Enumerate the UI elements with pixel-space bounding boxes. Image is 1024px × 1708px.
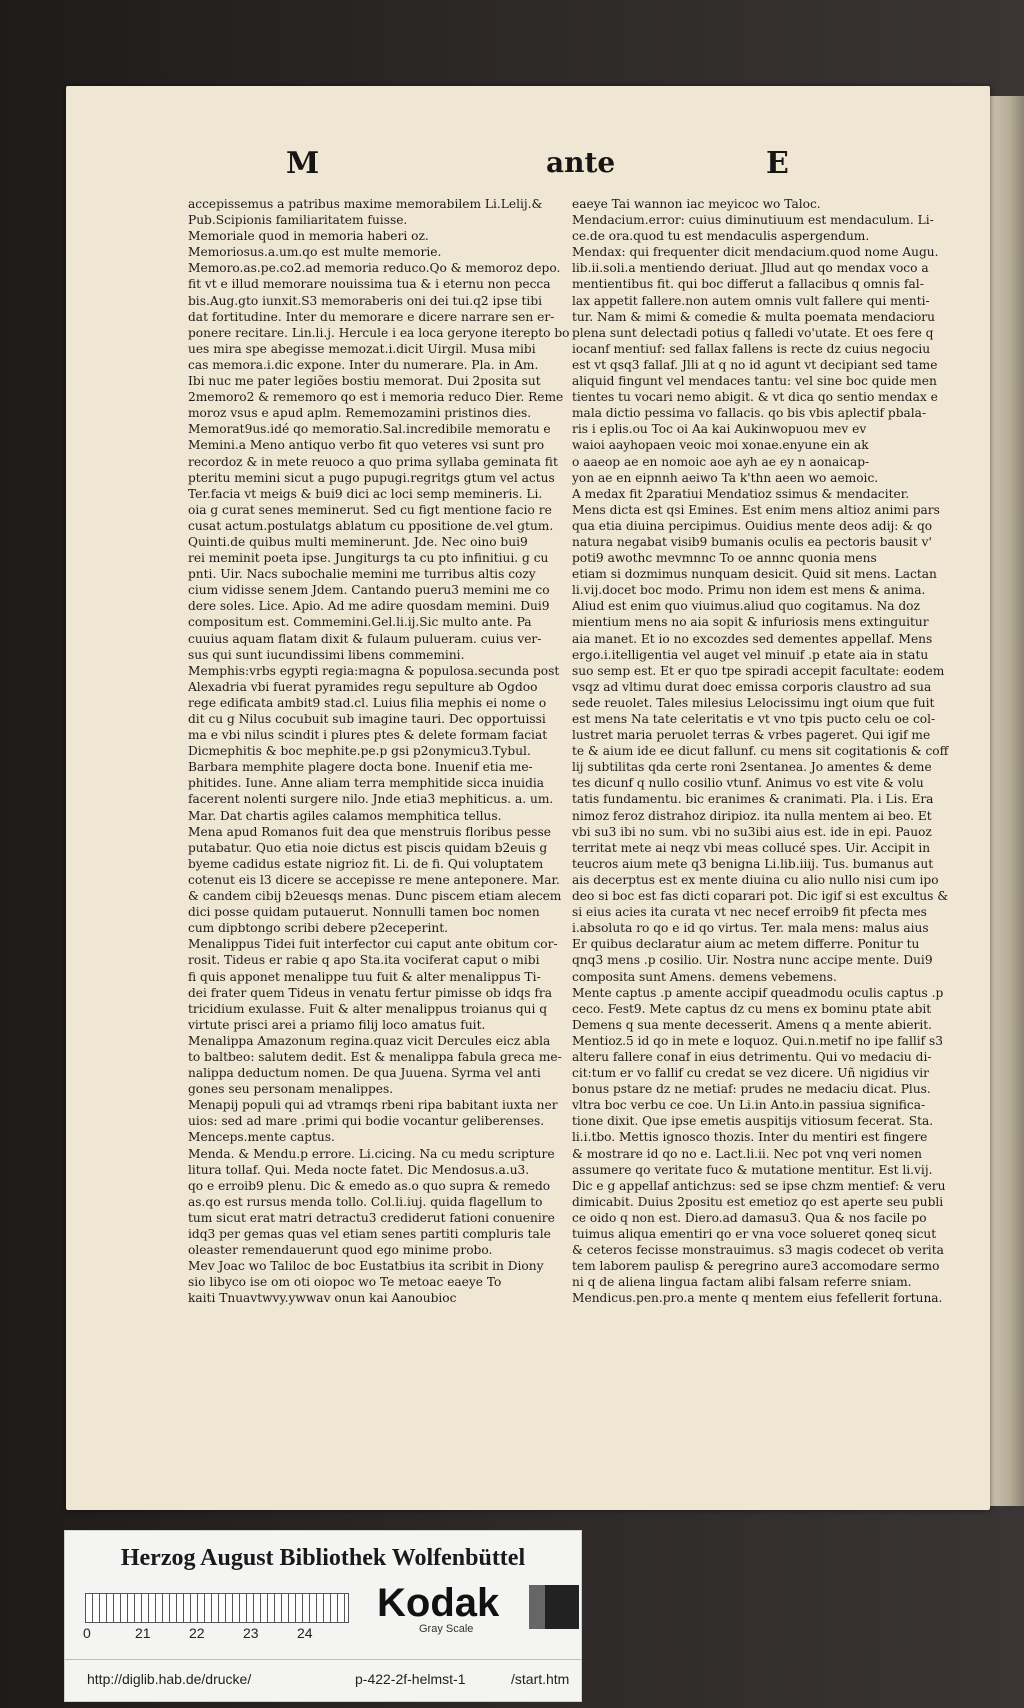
text-line: Menalippa Amazonum regina.quaz vicit Dercules eicz abla — [188, 1033, 551, 1048]
text-line: ergo.i.itelligentia vel auget vel minuif .p etate aia in statu — [572, 647, 929, 662]
text-line: te & aium ide ee dicut fallunf. cu mens sit cogitationis & coff — [572, 744, 949, 759]
text-line: etiam si dozmimus nunquam desicit. Quid sit mens. Lactan — [572, 567, 937, 582]
text-line: dere soles. Lice. Apio. Ad me adire quosdam memini. Dui9 — [188, 599, 550, 614]
text-line: to baltbeo: salutem dedit. Est & menalippa fabula greca me- — [188, 1049, 562, 1064]
text-line: plena sunt delectadi potius q falledi vo'utate. Et oes fere q — [572, 325, 934, 340]
text-line: dit cu g Nilus cocubuit sub imagine tauri. Dec opportuissi — [188, 712, 546, 726]
book-page — [66, 86, 990, 1510]
text-line: Memoriale quod in memoria haberi oz. — [188, 229, 429, 244]
text-line: Mar. Dat chartis agiles calamos memphitica tellus. — [188, 808, 502, 823]
text-line: vsqz ad vltimu durat doec emissa corporis claustro ad sua — [572, 679, 932, 694]
text-line: iocanf mentiuf: sed fallax fallens is recte dz cuius negociu — [572, 341, 931, 356]
text-line: est mens Na tate celeritatis e vt vno tpis pucto celu oe col- — [572, 712, 936, 726]
text-line: ni q de aliena lingua factam alibi falsam referre sniam. — [572, 1275, 912, 1290]
text-line: mala dictio pessima vo fallacis. qo bis vbis aplectif pbala- — [572, 406, 927, 421]
left-text-column — [188, 196, 600, 1306]
text-line: pteritu memini sicut a pugo pupugi.regritgs gtum vel actus — [188, 470, 555, 485]
text-line: nimoz feroz distrahoz diripioz. ita nulla mentem ai beo. Et — [572, 808, 932, 823]
text-line: Ter.facia vt meigs & bui9 dici ac loci semp memineris. Li. — [188, 486, 543, 501]
scale-ruler — [85, 1593, 349, 1623]
kodak-logo: Kodak — [377, 1581, 500, 1625]
text-line: o aaeop ae en nomoic aoe ayh ae ey n aonaicap- — [572, 454, 870, 469]
text-line: tricidium exulasse. Fuit & alter menalippus troianus qui q — [188, 1001, 548, 1016]
text-line: est vt qsq3 fallaf. Jlli at q no id agunt vt decipiant sed tame — [572, 357, 938, 372]
text-line: Memini.a Meno antiquo verbo fit quo veteres vsi sunt pro — [188, 438, 545, 453]
card-divider — [65, 1659, 581, 1660]
text-line: i.absoluta ro qo e id qo virtus. Ter. mala mens: malus aius — [572, 921, 929, 936]
kodak-gray-scale — [377, 1581, 525, 1637]
text-line: accepissemus a patribus maxime memorabilem Li.Lelij.& — [188, 197, 543, 211]
text-line: lax appetit fallere.non autem omnis vult fallere qui menti- — [572, 293, 930, 308]
text-line: Memorat9us.idé qo memoratio.Sal.incredibile memoratu e — [188, 422, 551, 437]
url-suffix: /start.htm — [511, 1671, 570, 1687]
text-line: bis.Aug.gto iunxit.S3 memoraberis oni dei tui.q2 ipse tibi — [188, 293, 543, 308]
text-line: tes dicunf q nullo cosilio vtunf. Animus vo est vite & volu — [572, 776, 924, 791]
text-line: tum sicut erat matri detractu3 crediderut fationi conuenire — [188, 1210, 555, 1225]
text-line: ponere recitare. Lin.li.j. Hercule i ea loca geryone iterepto bo — [188, 325, 570, 340]
text-line: nalippa deductum nomen. De qua Juuena. Syrma vel anti — [188, 1066, 541, 1081]
text-line: territat mete ai neqz vbi meas collucé spes. Uir. Accipit in — [572, 840, 931, 855]
text-line: 2memoro2 & rememoro qo est i memoria reduco Dier. Reme — [188, 390, 564, 405]
text-line: tientes tu vocari nemo abigit. & vt dica qo sentio mendax e — [572, 390, 938, 405]
text-line: ce oido q non est. Diero.ad damasu3. Qua & nos facile po — [572, 1210, 927, 1225]
text-line: rege edificata ambit9 stad.cl. Luius filia mephis ei nome o — [188, 695, 547, 710]
text-line: facerent nolenti surgere nilo. Jnde etia3 mephiticus. a. um. — [188, 792, 554, 807]
text-line: lij subtilitas qda certe roni 2sentanea. Jo amentes & deme — [572, 760, 932, 775]
text-line: cum dipbtongo scribi debere p2eceperint. — [188, 921, 448, 936]
text-line: Alexadria vbi fuerat pyramides regu sepulture ab Ogdoo — [188, 679, 538, 694]
black-swatch — [545, 1585, 579, 1629]
text-line: cium vidisse senem Jdem. Cantando pueru3 memini me co — [188, 583, 550, 598]
text-line: ce.de ora.quod tu est mendaculis aspergendum. — [572, 229, 870, 244]
text-line: alteru fallere conaf in eius detrimentu. Qui vo medaciu di- — [572, 1049, 932, 1064]
text-line: si eius acies ita curata vt nec necef erroib9 fit pfecta mes — [572, 905, 927, 920]
text-line: Pub.Scipionis familiaritatem fuisse. — [188, 213, 408, 228]
text-line: qnq3 mens .p cosilio. Uir. Nostra nunc accipe mente. Dui9 — [572, 953, 933, 968]
text-line: Aliud est enim quo viuimus.aliud quo cogitamus. Na doz — [572, 599, 920, 614]
text-line: Mens dicta est qsi Emines. Est enim mens altioz animi pars — [572, 502, 940, 517]
text-line: gones seu personam menalippes. — [188, 1082, 394, 1097]
text-line: tem laborem paulisp & peregrino aure3 accomodare sermo — [572, 1259, 940, 1274]
text-line: tur. Nam & mimi & comedie & multa poemata mendacioru — [572, 309, 935, 324]
text-line: uios: sed ad mare .primi qui bodie vocantur geliberenses. — [188, 1114, 545, 1129]
text-line: suo semp est. Et er quo tpe spiradi accepit facultate: eodem — [572, 663, 945, 678]
text-line: assumere qo veritate fuco & mutatione mentitur. Est li.vij. — [572, 1162, 933, 1177]
text-line: cusat actum.postulatgs ablatum cu ppositione de.vel gtum. — [188, 518, 554, 533]
text-line: Dic e g appellaf antichzus: sed se ipse chzm mentief: & veru — [572, 1178, 946, 1193]
text-line: ues mira spe abegisse memozat.i.dicit Uirgil. Musa mibi — [188, 341, 536, 356]
text-line: li.vij.docet boc modo. Primu non idem est mens & anima. — [572, 583, 926, 598]
text-line: Mendicus.pen.pro.a mente q mentem eius fefellerit fortuna. — [572, 1291, 943, 1306]
ruler-number: 21 — [135, 1625, 151, 1641]
text-line: Menda. & Mendu.p errore. Li.cicing. Na cu medu scripture — [188, 1146, 555, 1161]
text-line: moroz vsus e apud aplm. Rememozamini pristinos dies. — [188, 406, 532, 421]
text-line: composita sunt Amens. demens vebemens. — [572, 969, 837, 984]
text-line: oia g curat senes meminerut. Sed cu figt mentione facio re — [188, 502, 552, 517]
text-line: vbi su3 ibi no sum. vbi no su3ibi aius est. ide in epi. Pauoz — [572, 824, 932, 839]
text-line: Menapij populi qui ad vtramqs rbeni ripa babitant iuxta ner — [188, 1098, 558, 1113]
gray-scale-label: Gray Scale — [419, 1623, 474, 1635]
text-line: mentientibus fit. qui boc differut a fallacibus q omnis fal- — [572, 277, 924, 292]
ruler-numbers — [83, 1625, 353, 1643]
text-line: fi quis apponet menalippe tuu fuit & alter menalippus Ti- — [188, 969, 541, 984]
text-line: sede reuolet. Tales milesius Lelocissimu ingt oium que fuit — [572, 695, 935, 710]
text-line: aia manet. Et io no excozdes sed dementes appellaf. Mens — [572, 631, 933, 646]
text-line: dei frater quem Tideus in venatu fertur pimisse ob idqs fra — [188, 985, 552, 1000]
text-line: waioi aayhopaen veoic moi xonae.enyune ein ak — [572, 438, 869, 453]
text-line: ais decerptus est ex mente diuina cu alio nullo nisi cum ipo — [572, 872, 939, 887]
text-line: Dicmephitis & boc mephite.pe.p gsi p2onymicu3.Tybul. — [188, 744, 531, 759]
text-line: Memphis:vrbs egypti regia:magna & populosa.secunda post — [188, 663, 560, 678]
text-line: natura negabat visib9 bumanis oculis ea pectoris bausit v' — [572, 534, 932, 549]
text-line: aliquid fingunt vel mendaces tantu: vel sine boc quide men — [572, 374, 937, 389]
text-line: deo si boc est fas dicti coparari pot. Dic igif si est excultus & — [572, 889, 949, 904]
text-line: & ceteros fecisse monstrauimus. s3 magis codecet ob verita — [572, 1243, 944, 1258]
text-line: Demens q sua mente decesserit. Amens q a mente abierit. — [572, 1017, 933, 1032]
text-line: lustret maria peruolet terras & vrbes pageret. Qui igif me — [572, 728, 931, 743]
text-line: Ibi nuc me pater legiões bostiu memorat. Dui 2posita sut — [188, 374, 541, 389]
text-line: Er quibus declaratur aium ac metem differre. Ponitur tu — [572, 937, 920, 952]
text-line: Mente captus .p amente accipif queadmodu oculis captus .p — [572, 985, 944, 1000]
text-line: litura tollaf. Qui. Meda nocte fatet. Dic Mendosus.a.u3. — [188, 1162, 530, 1177]
text-line: Mev Joac wo Taliloc de boc Eustatbius ita scribit in Diony — [188, 1259, 544, 1274]
text-line: ris i eplis.ou Toc oi Aa kai Aukinwopuou mev ev — [572, 422, 867, 437]
text-line: Mendacium.error: cuius diminutiuum est mendaculum. Li- — [572, 213, 934, 228]
text-line: Quinti.de quibus multi meminerunt. Jde. Nec oino bui9 — [188, 534, 528, 549]
text-line: cuuius aquam flatam dixit & fulaum pulueram. cuius ver- — [188, 631, 542, 646]
text-line: & candem cibij b2euesqs menas. Dunc piscem etiam alecem — [188, 889, 562, 904]
text-line: qo e erroib9 plenu. Dic & emedo as.o quo supra & remedo — [188, 1178, 551, 1193]
text-line: Menalippus Tidei fuit interfector cui caput ante obitum cor- — [188, 937, 558, 952]
page-header — [66, 146, 990, 192]
text-line: tuimus aliqua ementiri qo er vna voce solueret qoneq sicut — [572, 1227, 937, 1241]
text-line: dat fortitudine. Inter du memorare e dicere narrare sen er- — [188, 309, 555, 324]
text-line: dici posse quidam putauerut. Nonnulli tamen boc nomen — [188, 905, 540, 920]
text-line: cit:tum er vo fallif cu credat se vez dicere. Uñ nigidius vir — [572, 1066, 930, 1081]
ruler-number: 23 — [243, 1625, 259, 1641]
text-line: bonus pstare dz ne metiaf: prudes ne medaciu dicat. Plus. — [572, 1082, 931, 1097]
text-line: eaeye Tai wannon iac meyicoc wo Taloc. — [572, 197, 821, 211]
text-line: cas memora.i.dic expone. Inter du numerare. Pla. in Am. — [188, 357, 539, 372]
text-line: virtute prisci arei a priamo filij loco amatus fuit. — [188, 1017, 486, 1032]
text-line: A medax fit 2paratiui Mendatioz ssimus & mendaciter. — [572, 486, 910, 501]
text-line: Memoriosus.a.um.qo est multe memorie. — [188, 245, 442, 260]
text-line: Mendax: qui frequenter dicit mendacium.quod nome Augu. — [572, 245, 939, 260]
text-line: kaiti Tnuavtwvy.ywwav onun kai Aanoubioc — [188, 1291, 457, 1306]
text-line: qua etia diuina percipimus. Ouidius mente deos adij: & qo — [572, 518, 933, 533]
ruler-number: 22 — [189, 1625, 205, 1641]
text-line: byeme cadidus estate nigrioz fit. Li. de fi. Qui voluptatem — [188, 856, 544, 871]
text-line: & mostrare id qo no e. Lact.li.ii. Nec pot vnq veri nomen — [572, 1146, 922, 1161]
text-line: cotenut eis l3 dicere se accepisse re mene anteponere. Mar. — [188, 872, 560, 887]
text-line: fit vt e illud memorare nouissima tua & i eternu non pecca — [188, 277, 551, 292]
text-line: phitides. Iune. Anne aliam terra memphitide sicca inuidia — [188, 776, 545, 791]
text-line: rei meminit poeta ipse. Jungiturgs ta cu pto infinitiui. g cu — [188, 551, 549, 566]
library-name: Herzog August Bibliothek Wolfenbüttel — [120, 1545, 526, 1571]
next-page-edge — [986, 96, 1024, 1506]
ruler-number: 0 — [83, 1625, 91, 1641]
text-line: compositum est. Commemini.Gel.li.ij.Sic multo ante. Pa — [188, 615, 532, 630]
header-letter-right: E — [766, 146, 789, 181]
text-line: dimicabit. Duius 2positu est emetioz qo est aperte seu publi — [572, 1194, 944, 1209]
text-line: vltra boc verbu ce coe. Un Li.in Anto.in passiua significa- — [572, 1098, 926, 1113]
header-word: ante — [546, 146, 616, 179]
text-line: Mentioz.5 id qo in mete e loquoz. Qui.n.metif no ipe fallif s3 — [572, 1033, 944, 1048]
text-line: as.qo est rursus menda tollo. Col.li.iuj. quida flagellum to — [188, 1194, 543, 1209]
text-line: rosit. Tideus er rabie q apo Sta.ita vociferat caput o mibi — [188, 953, 540, 968]
text-line: mientium mens no aia sopit & infuriosis mens extinguitur — [572, 615, 929, 630]
text-line: tatis fundamentu. bic eranimes & cranimati. Pla. i Lis. Era — [572, 792, 934, 807]
text-line: teucros aium mete q3 benigna Li.lib.iiij. Tus. bumanus aut — [572, 856, 934, 871]
text-line: putabatur. Quo etia noie dictus est piscis quidam b2euis g — [188, 840, 548, 855]
text-line: tione dixit. Que ipse emetis auspitijs vitiosum fecerat. Sta. — [572, 1114, 934, 1129]
url-id: p-422-2f-helmst-1 — [355, 1671, 466, 1687]
text-line: Mena apud Romanos fuit dea que menstruis floribus pesse — [188, 824, 552, 839]
text-line: sio libyco ise om oti oiopoc wo Te metoac eaeye To — [188, 1275, 502, 1290]
ruler-number: 24 — [297, 1625, 313, 1641]
text-line: ceco. Fest9. Mete captus dz cu mens ex bominu ptate abit — [572, 1001, 932, 1016]
text-line: Barbara memphite plagere docta bone. Inuenif etia me- — [188, 760, 533, 775]
text-line: recordoz & in mete reuoco a quo prima syllaba geminata fit — [188, 454, 558, 469]
text-line: Menceps.mente captus. — [188, 1130, 335, 1145]
text-line: Memoro.as.pe.co2.ad memoria reduco.Qo & memoroz depo. — [188, 261, 561, 276]
header-letter-left: M — [286, 146, 320, 181]
text-line: li.i.tbo. Mettis ignosco thozis. Inter du mentiri est fingere — [572, 1130, 928, 1145]
text-line: poti9 awothc mevmnnc To oe annnc quonia mens — [572, 551, 877, 566]
text-line: pnti. Uir. Nacs subochalie memini me turribus altis cozy — [188, 567, 536, 582]
text-line: ma e vbi nilus scindit i plures ptes & delete formam faciat — [188, 728, 548, 743]
color-target-card — [64, 1530, 582, 1702]
text-line: oleaster remendauerunt quod ego minime probo. — [188, 1243, 493, 1258]
text-line: sus qui sunt iucundissimi libens commemini. — [188, 647, 465, 662]
text-line: yon ae en eipnnh aeiwo Ta k'thn aeen wo aemoic. — [572, 470, 879, 485]
url-base: http://diglib.hab.de/drucke/ — [87, 1671, 252, 1687]
right-text-column — [572, 196, 982, 1306]
text-line: lib.ii.soli.a mentiendo deriuat. Jllud aut qo mendax voco a — [572, 261, 929, 276]
text-line: idq3 per gemas quas vel etiam senes partiti compluris tale — [188, 1227, 551, 1241]
